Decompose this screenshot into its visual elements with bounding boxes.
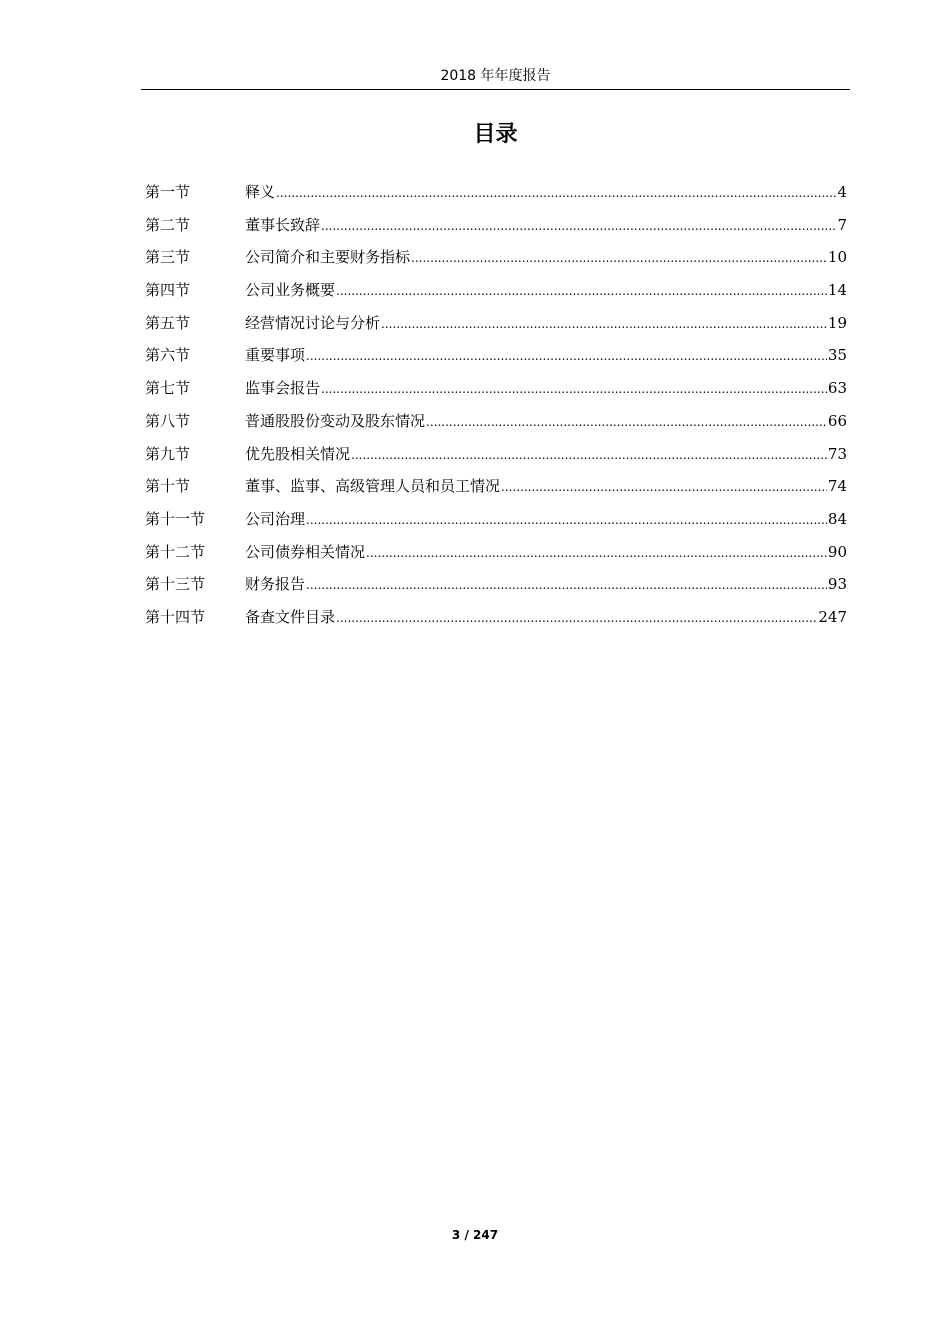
toc-page-number: 66 (827, 411, 847, 430)
toc-entry[interactable] (145, 568, 847, 601)
toc-page-number: 35 (827, 346, 847, 365)
toc-entry[interactable] (145, 405, 847, 438)
toc-section-title: 公司治理 (245, 509, 306, 528)
toc-section-title: 公司业务概要 (245, 281, 336, 300)
page-header (141, 62, 850, 90)
toc-dot-leader (306, 504, 827, 536)
toc-page-number: 63 (827, 379, 847, 398)
toc-page-number: 90 (827, 542, 847, 561)
toc-entry[interactable] (145, 307, 847, 340)
toc-dot-leader (321, 373, 827, 405)
toc-entry[interactable] (145, 470, 847, 503)
toc-section-title: 财务报告 (245, 575, 306, 594)
table-of-contents (145, 176, 847, 634)
toc-section-title: 普通股股份变动及股东情况 (245, 411, 426, 430)
toc-section-number: 第十一节 (145, 509, 206, 528)
toc-dot-leader (276, 177, 836, 209)
toc-section-title: 备查文件目录 (245, 607, 336, 626)
toc-section-number: 第三节 (145, 248, 191, 267)
toc-entry[interactable] (145, 176, 847, 209)
toc-page-number: 247 (818, 607, 847, 626)
toc-section-title: 公司简介和主要财务指标 (245, 248, 411, 267)
toc-dot-leader (366, 537, 827, 569)
toc-dot-leader (336, 275, 827, 307)
toc-section-number: 第十三节 (145, 575, 206, 594)
toc-dot-leader (351, 439, 827, 471)
toc-section-number: 第十二节 (145, 542, 206, 561)
toc-section-number: 第四节 (145, 281, 191, 300)
toc-section-title: 优先股相关情况 (245, 444, 351, 463)
toc-section-number: 第六节 (145, 346, 191, 365)
toc-section-title: 经营情况讨论与分析 (245, 313, 381, 332)
toc-section-number: 第八节 (145, 411, 191, 430)
toc-dot-leader (426, 406, 827, 438)
toc-page-number: 84 (827, 509, 847, 528)
toc-entry[interactable] (145, 536, 847, 569)
toc-section-title: 董事、监事、高级管理人员和员工情况 (245, 477, 501, 496)
toc-page-number: 7 (837, 215, 847, 234)
toc-section-title: 公司债券相关情况 (245, 542, 366, 561)
toc-dot-leader (411, 242, 827, 274)
toc-entry[interactable] (145, 372, 847, 405)
toc-page-number: 74 (827, 477, 847, 496)
toc-page-number: 93 (827, 575, 847, 594)
toc-section-title: 董事长致辞 (245, 215, 321, 234)
toc-section-title: 监事会报告 (245, 379, 321, 398)
toc-dot-leader (321, 210, 836, 242)
page-footer (0, 1228, 950, 1242)
toc-section-title: 重要事项 (245, 346, 306, 365)
toc-section-number: 第九节 (145, 444, 191, 463)
toc-dot-leader (306, 340, 827, 372)
toc-entry[interactable] (145, 241, 847, 274)
toc-section-number: 第一节 (145, 183, 191, 201)
toc-entry[interactable] (145, 601, 847, 634)
toc-entry[interactable] (145, 438, 847, 471)
toc-section-number: 第二节 (145, 215, 191, 234)
toc-section-number: 第十四节 (145, 607, 206, 626)
toc-page-number: 19 (827, 313, 847, 332)
toc-section-number: 第七节 (145, 379, 191, 398)
toc-page-number: 73 (827, 444, 847, 463)
header-text: 2018 年年度报告 (440, 68, 551, 84)
toc-entry[interactable] (145, 503, 847, 536)
toc-entry[interactable] (145, 339, 847, 372)
toc-dot-leader (381, 308, 827, 340)
toc-dot-leader (336, 602, 817, 634)
page-title: 目录 (473, 122, 518, 147)
toc-page-number: 14 (827, 281, 847, 300)
toc-section-number: 第五节 (145, 313, 191, 332)
toc-entry[interactable] (145, 274, 847, 307)
toc-dot-leader (306, 569, 827, 601)
toc-section-number: 第十节 (145, 477, 191, 496)
page-indicator: 3 / 247 (451, 1228, 499, 1242)
toc-dot-leader (501, 471, 827, 503)
toc-section-title: 释义 (245, 183, 276, 201)
toc-page-number: 10 (827, 248, 847, 267)
toc-entry[interactable] (145, 209, 847, 242)
toc-page-number: 4 (837, 183, 847, 201)
